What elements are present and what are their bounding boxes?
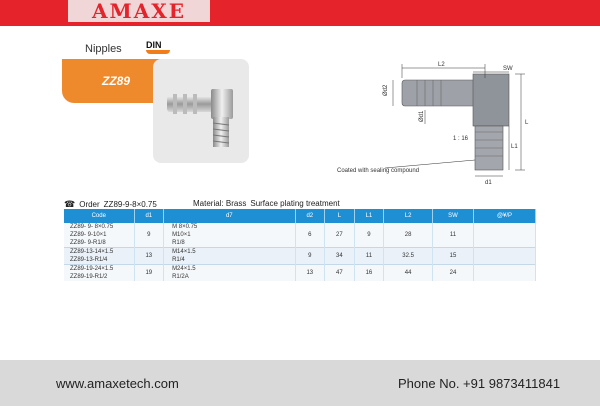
spec-table <box>64 209 536 281</box>
product-code-tab: ZZ89 <box>62 59 170 103</box>
svg-text:L: L <box>525 120 529 126</box>
technical-drawing <box>335 60 545 190</box>
col-d2: d2 <box>295 209 325 223</box>
col-l1: L1 <box>354 209 384 223</box>
material-label: Material: Brass <box>193 199 247 208</box>
table-row: ZZ89-19-R1/2 R1/2A <box>64 273 536 281</box>
svg-text:d1: d1 <box>485 180 492 186</box>
col-sw: SW <box>433 209 474 223</box>
col-d7: d7 <box>164 209 295 223</box>
website-link[interactable]: www.amaxetech.com <box>56 376 179 391</box>
svg-text:Ød1: Ød1 <box>419 110 425 122</box>
col-l2: L2 <box>384 209 433 223</box>
telephone-icon: ☎ <box>64 199 76 209</box>
phone-number: Phone No. +91 9873411841 <box>398 376 561 391</box>
product-category: Nipples <box>85 43 122 55</box>
table-row: ZZ89- 9-10×1 M10×1 <box>64 231 536 239</box>
col-price: @¥/P <box>474 209 536 223</box>
col-d1: d1 <box>134 209 164 223</box>
spec-table-header <box>64 209 536 223</box>
svg-text:L2: L2 <box>438 62 445 68</box>
svg-text:Coated with sealing compound: Coated with sealing compound <box>337 168 420 174</box>
material-info <box>193 199 340 208</box>
din-badge: DIN <box>144 40 170 54</box>
plating-note: Surface plating treatment <box>250 199 340 208</box>
table-row: ZZ89-19-24×1.5 19 M24×1.5 13 47 16 44 24 <box>64 265 536 274</box>
table-row: ZZ89- 9-R1/8 R1/8 <box>64 239 536 248</box>
svg-text:1 : 16: 1 : 16 <box>453 136 469 142</box>
svg-text:SW: SW <box>503 66 513 72</box>
elbow-fitting-photo <box>153 59 249 163</box>
col-code: Code <box>64 209 134 223</box>
svg-text:L1: L1 <box>511 144 518 150</box>
col-l: L <box>325 209 355 223</box>
order-label: Order <box>79 200 100 209</box>
svg-text:Ød2: Ød2 <box>383 84 389 96</box>
brand-logo: AMAXE <box>68 0 210 22</box>
table-row: ZZ89- 9- 8×0.75 9 M 8×0.75 6 27 9 28 11 <box>64 223 536 231</box>
table-row: ZZ89-13-R1/4 R1/4 <box>64 256 536 265</box>
order-example: ZZ89-9-8×0.75 <box>103 200 157 209</box>
table-row: ZZ89-13-14×1.5 13 M14×1.5 9 34 11 32.5 15 <box>64 248 536 257</box>
product-photo <box>153 59 249 163</box>
